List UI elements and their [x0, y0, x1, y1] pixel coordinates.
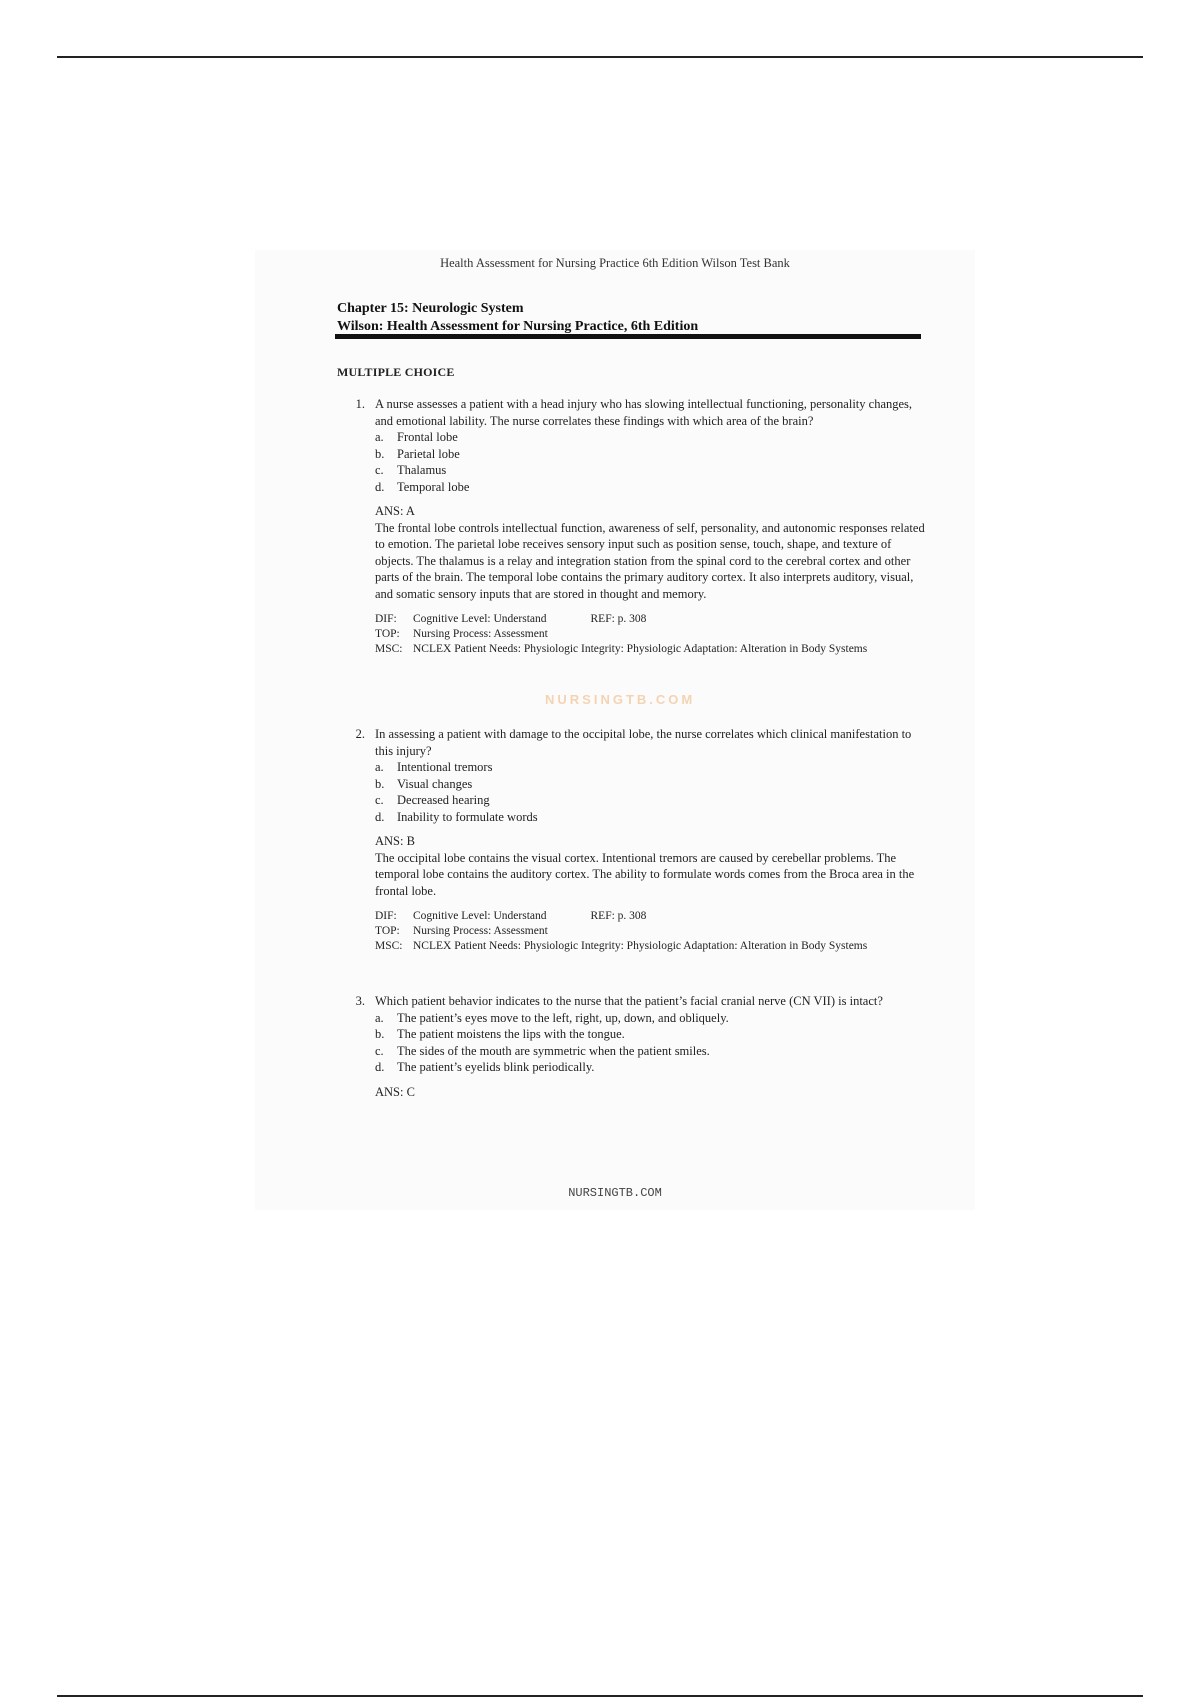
option-letter: a.: [375, 1010, 384, 1025]
option-text: The patient’s eyelids blink periodically.: [397, 1060, 595, 1074]
question-meta: [375, 909, 927, 954]
msc-value: NCLEX Patient Needs: Physiologic Integrity: Physiologic Adaptation: Alteration in Body Systems: [413, 940, 868, 952]
bottom-rule: [57, 1695, 1143, 1697]
top-value: Nursing Process: Assessment: [413, 628, 548, 640]
msc-label: MSC:: [375, 643, 403, 655]
option-c: [375, 462, 927, 479]
option-b: [375, 446, 927, 463]
option-letter: a.: [375, 760, 384, 774]
question-stem: In assessing a patient with damage to the occipital lobe, the nurse correlates which clinical manifestation to this injury?: [375, 727, 912, 758]
question-2: [337, 726, 927, 954]
option-text: Parietal lobe: [397, 446, 460, 461]
option-letter: d.: [375, 479, 385, 494]
option-a: [375, 429, 927, 446]
option-d: [375, 479, 927, 496]
answer: ANS: B: [375, 834, 415, 848]
option-letter: c.: [375, 793, 384, 807]
option-text: The patient’s eyes move to the left, right, up, down, and obliquely.: [397, 1010, 729, 1025]
section-title: MULTIPLE CHOICE: [337, 365, 455, 379]
rationale: The frontal lobe controls intellectual function, awareness of self, personality, and autonomic responses related to emotion. The parietal lobe receives sensory input such as position sense, touch, shape, and texture of objects. The thalamus is a relay and integration station from the spinal cord to the cerebral cortex and other parts of the brain. The temporal lobe contains the primary auditory cortex. It also interprets auditory, visual, and somatic sensory inputs that are stored in thought and memory.: [375, 520, 925, 601]
option-letter: c.: [375, 1043, 384, 1058]
answer: ANS: A: [375, 504, 415, 518]
chapter-heading: [337, 300, 698, 336]
option-text: Inability to formulate words: [397, 809, 538, 824]
top-rule: [57, 56, 1143, 58]
option-text: Thalamus: [397, 463, 447, 477]
option-letter: c.: [375, 463, 384, 477]
option-d: [375, 1059, 927, 1076]
question-number: 1.: [355, 397, 365, 411]
option-text: Intentional tremors: [397, 760, 493, 774]
watermark: NURSINGTB.COM: [545, 692, 696, 707]
book-title: Wilson: Health Assessment for Nursing Practice, 6th Edition: [337, 319, 699, 334]
option-c: [375, 1043, 927, 1060]
scanned-page: [255, 250, 975, 1210]
msc-label: MSC:: [375, 940, 403, 952]
ref-label: REF:: [590, 910, 615, 922]
top-label: TOP:: [375, 925, 400, 937]
dif-label: DIF:: [375, 613, 397, 625]
top-value: Nursing Process: Assessment: [413, 925, 548, 937]
heading-rule: [335, 334, 921, 339]
dif-value: Cognitive Level: Understand: [413, 613, 547, 625]
dif-value: Cognitive Level: Understand: [413, 910, 547, 922]
option-d: [375, 809, 927, 826]
option-a: [375, 1010, 927, 1027]
dif-label: DIF:: [375, 910, 397, 922]
question-number: 2.: [355, 727, 365, 741]
ref-value: p. 308: [617, 910, 647, 922]
question-stem: Which patient behavior indicates to the nurse that the patient’s facial cranial nerve (CN VII) is intact?: [375, 994, 883, 1008]
option-b: [375, 776, 927, 793]
option-text: Temporal lobe: [397, 479, 470, 494]
question-meta: [375, 612, 927, 657]
question-1: [337, 396, 927, 657]
top-label: TOP:: [375, 628, 400, 640]
option-letter: d.: [375, 809, 385, 824]
rationale: The occipital lobe contains the visual cortex. Intentional tremors are caused by cerebellar problems. The temporal lobe contains the auditory cortex. The ability to formulate words comes from the Broca area in the frontal lobe.: [375, 850, 915, 898]
running-head: Health Assessment for Nursing Practice 6th Edition Wilson Test Bank: [440, 256, 790, 270]
option-letter: b.: [375, 776, 385, 791]
option-text: Frontal lobe: [397, 430, 458, 444]
msc-value: NCLEX Patient Needs: Physiologic Integrity: Physiologic Adaptation: Alteration in Body Systems: [413, 643, 868, 655]
ref-value: p. 308: [617, 613, 647, 625]
option-a: [375, 759, 927, 776]
option-letter: a.: [375, 430, 384, 444]
question-number: 3.: [355, 994, 365, 1008]
option-letter: b.: [375, 1027, 385, 1041]
option-b: [375, 1026, 927, 1043]
option-letter: d.: [375, 1060, 385, 1074]
question-3: [337, 993, 927, 1100]
question-stem: A nurse assesses a patient with a head injury who has slowing intellectual functioning, personality changes, and emotional lability. The nurse correlates these findings with which area of the brain?: [375, 397, 913, 428]
chapter-title: Chapter 15: Neurologic System: [337, 301, 524, 316]
option-c: [375, 792, 927, 809]
option-letter: b.: [375, 446, 385, 461]
option-text: Visual changes: [397, 776, 473, 791]
option-text: The sides of the mouth are symmetric when the patient smiles.: [397, 1043, 710, 1058]
answer: ANS: C: [375, 1084, 415, 1099]
option-text: Decreased hearing: [397, 793, 490, 807]
ref-label: REF:: [590, 613, 615, 625]
footer-site-mark: NURSINGTB.COM: [568, 1186, 662, 1200]
option-text: The patient moistens the lips with the tongue.: [397, 1027, 625, 1041]
